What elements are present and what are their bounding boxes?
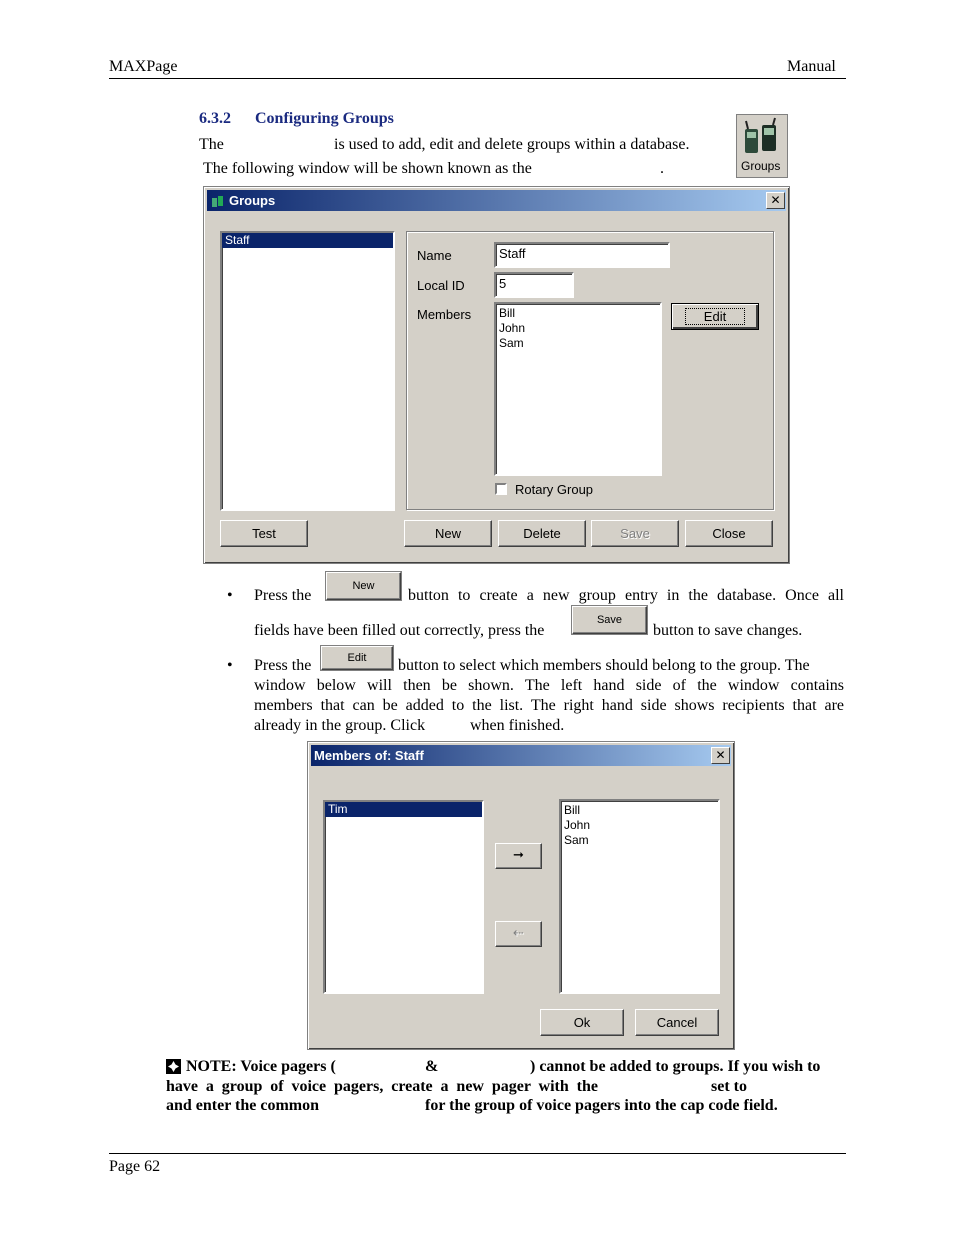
available-members-list[interactable]: [323, 800, 484, 994]
groups-window: [203, 186, 790, 564]
bullet-1-text-a: Press the: [254, 587, 312, 604]
list-item[interactable]: Staff: [222, 233, 393, 248]
footer-rule: [109, 1153, 846, 1154]
members-window: [307, 741, 735, 1050]
page-number: Page 62: [109, 1158, 161, 1175]
section-number: 6.3.2: [199, 110, 231, 127]
header-manual: Manual: [787, 58, 836, 75]
window-app-icon: [211, 193, 225, 207]
groups-icon-label: Groups: [741, 159, 781, 173]
note-l1-a: NOTE: Voice pagers (: [186, 1058, 336, 1075]
members-label: Members: [417, 307, 472, 322]
note-l1-b: &: [425, 1058, 439, 1075]
ok-button[interactable]: Ok: [540, 1009, 624, 1036]
close-icon[interactable]: ✕: [711, 747, 730, 764]
groups-list[interactable]: [220, 231, 395, 511]
bullet-2-text-c: window below will then be shown. The left hand side of the window contains: [254, 677, 844, 694]
add-member-button[interactable]: [495, 843, 542, 869]
name-input[interactable]: Staff: [494, 242, 670, 268]
delete-button[interactable]: Delete: [498, 520, 586, 547]
list-item[interactable]: Bill: [564, 803, 581, 817]
bullet-1-text-b: button to create a new group entry in the database. Once all: [408, 587, 844, 604]
local-id-input[interactable]: 5: [494, 272, 574, 298]
inline-new-button: New: [326, 572, 401, 600]
bullet-2-text-f: when finished.: [470, 717, 565, 734]
intro-line2-a: The following window will be shown known as the: [203, 160, 532, 177]
bullet-2-text-d: members that can be added to the list. The right hand side shows recipients that are: [254, 697, 844, 714]
members-list[interactable]: [494, 302, 662, 476]
bullet-1-text-c: fields have been filled out correctly, press the: [254, 622, 545, 639]
bullet-1-text-d: button to save changes.: [653, 622, 803, 639]
save-button[interactable]: Save: [591, 520, 679, 547]
note-l3-a: and enter the common: [166, 1097, 320, 1114]
inline-save-button: Save: [572, 606, 647, 634]
arrow-right-icon: ➞: [513, 847, 524, 862]
note-l3-b: for the group of voice pagers into the cap code field.: [425, 1097, 778, 1114]
bullet-1-dot: •: [227, 587, 233, 604]
name-label: Name: [417, 248, 452, 263]
intro-line1-a: The: [199, 136, 224, 153]
close-icon[interactable]: ✕: [766, 192, 785, 209]
edit-button-label: Edit: [685, 308, 745, 325]
bullet-2-text-b: button to select which members should belong to the group. The: [398, 657, 810, 674]
bullet-2-text-a: Press the: [254, 657, 312, 674]
rotary-group-checkbox[interactable]: [495, 483, 507, 495]
list-item[interactable]: John: [564, 818, 591, 832]
remove-member-button[interactable]: [495, 921, 542, 947]
local-id-label: Local ID: [417, 278, 465, 293]
phones-icon: [737, 115, 787, 159]
list-item[interactable]: John: [499, 321, 526, 335]
members-edit-button[interactable]: [671, 303, 759, 330]
rotary-group-label: Rotary Group: [515, 482, 594, 497]
group-members-list[interactable]: [559, 799, 720, 994]
list-item[interactable]: Bill: [499, 306, 516, 320]
groups-toolbar-icon[interactable]: [736, 114, 788, 178]
list-item[interactable]: Sam: [564, 833, 589, 847]
list-item[interactable]: Tim: [325, 802, 482, 817]
test-button[interactable]: Test: [220, 520, 308, 547]
section-title: Configuring Groups: [255, 110, 394, 127]
new-button[interactable]: New: [404, 520, 492, 547]
header-rule: [109, 78, 846, 79]
groups-titlebar: [207, 190, 786, 211]
intro-line2-b: .: [660, 160, 664, 177]
list-item[interactable]: Sam: [499, 336, 524, 350]
members-titlebar: [311, 745, 731, 766]
arrow-left-icon: ⇠: [513, 925, 524, 940]
note-l2-a: have a group of voice pagers, create a new pager with the: [166, 1078, 598, 1095]
members-window-title: Members of: Staff: [314, 748, 424, 763]
close-button[interactable]: Close: [685, 520, 773, 547]
cancel-button[interactable]: Cancel: [635, 1009, 719, 1036]
groups-window-title: Groups: [229, 193, 276, 208]
inline-edit-button: Edit: [321, 646, 393, 670]
note-l1-c: ) cannot be added to groups. If you wish to: [530, 1058, 821, 1075]
bullet-2-dot: •: [227, 657, 233, 674]
note-icon: [166, 1059, 181, 1074]
note-l2-b: set to: [711, 1078, 747, 1095]
intro-line1-b: is used to add, edit and delete groups within a database.: [334, 136, 690, 153]
header-title: MAXPage: [109, 58, 178, 75]
bullet-2-text-e: already in the group. Click: [254, 717, 426, 734]
